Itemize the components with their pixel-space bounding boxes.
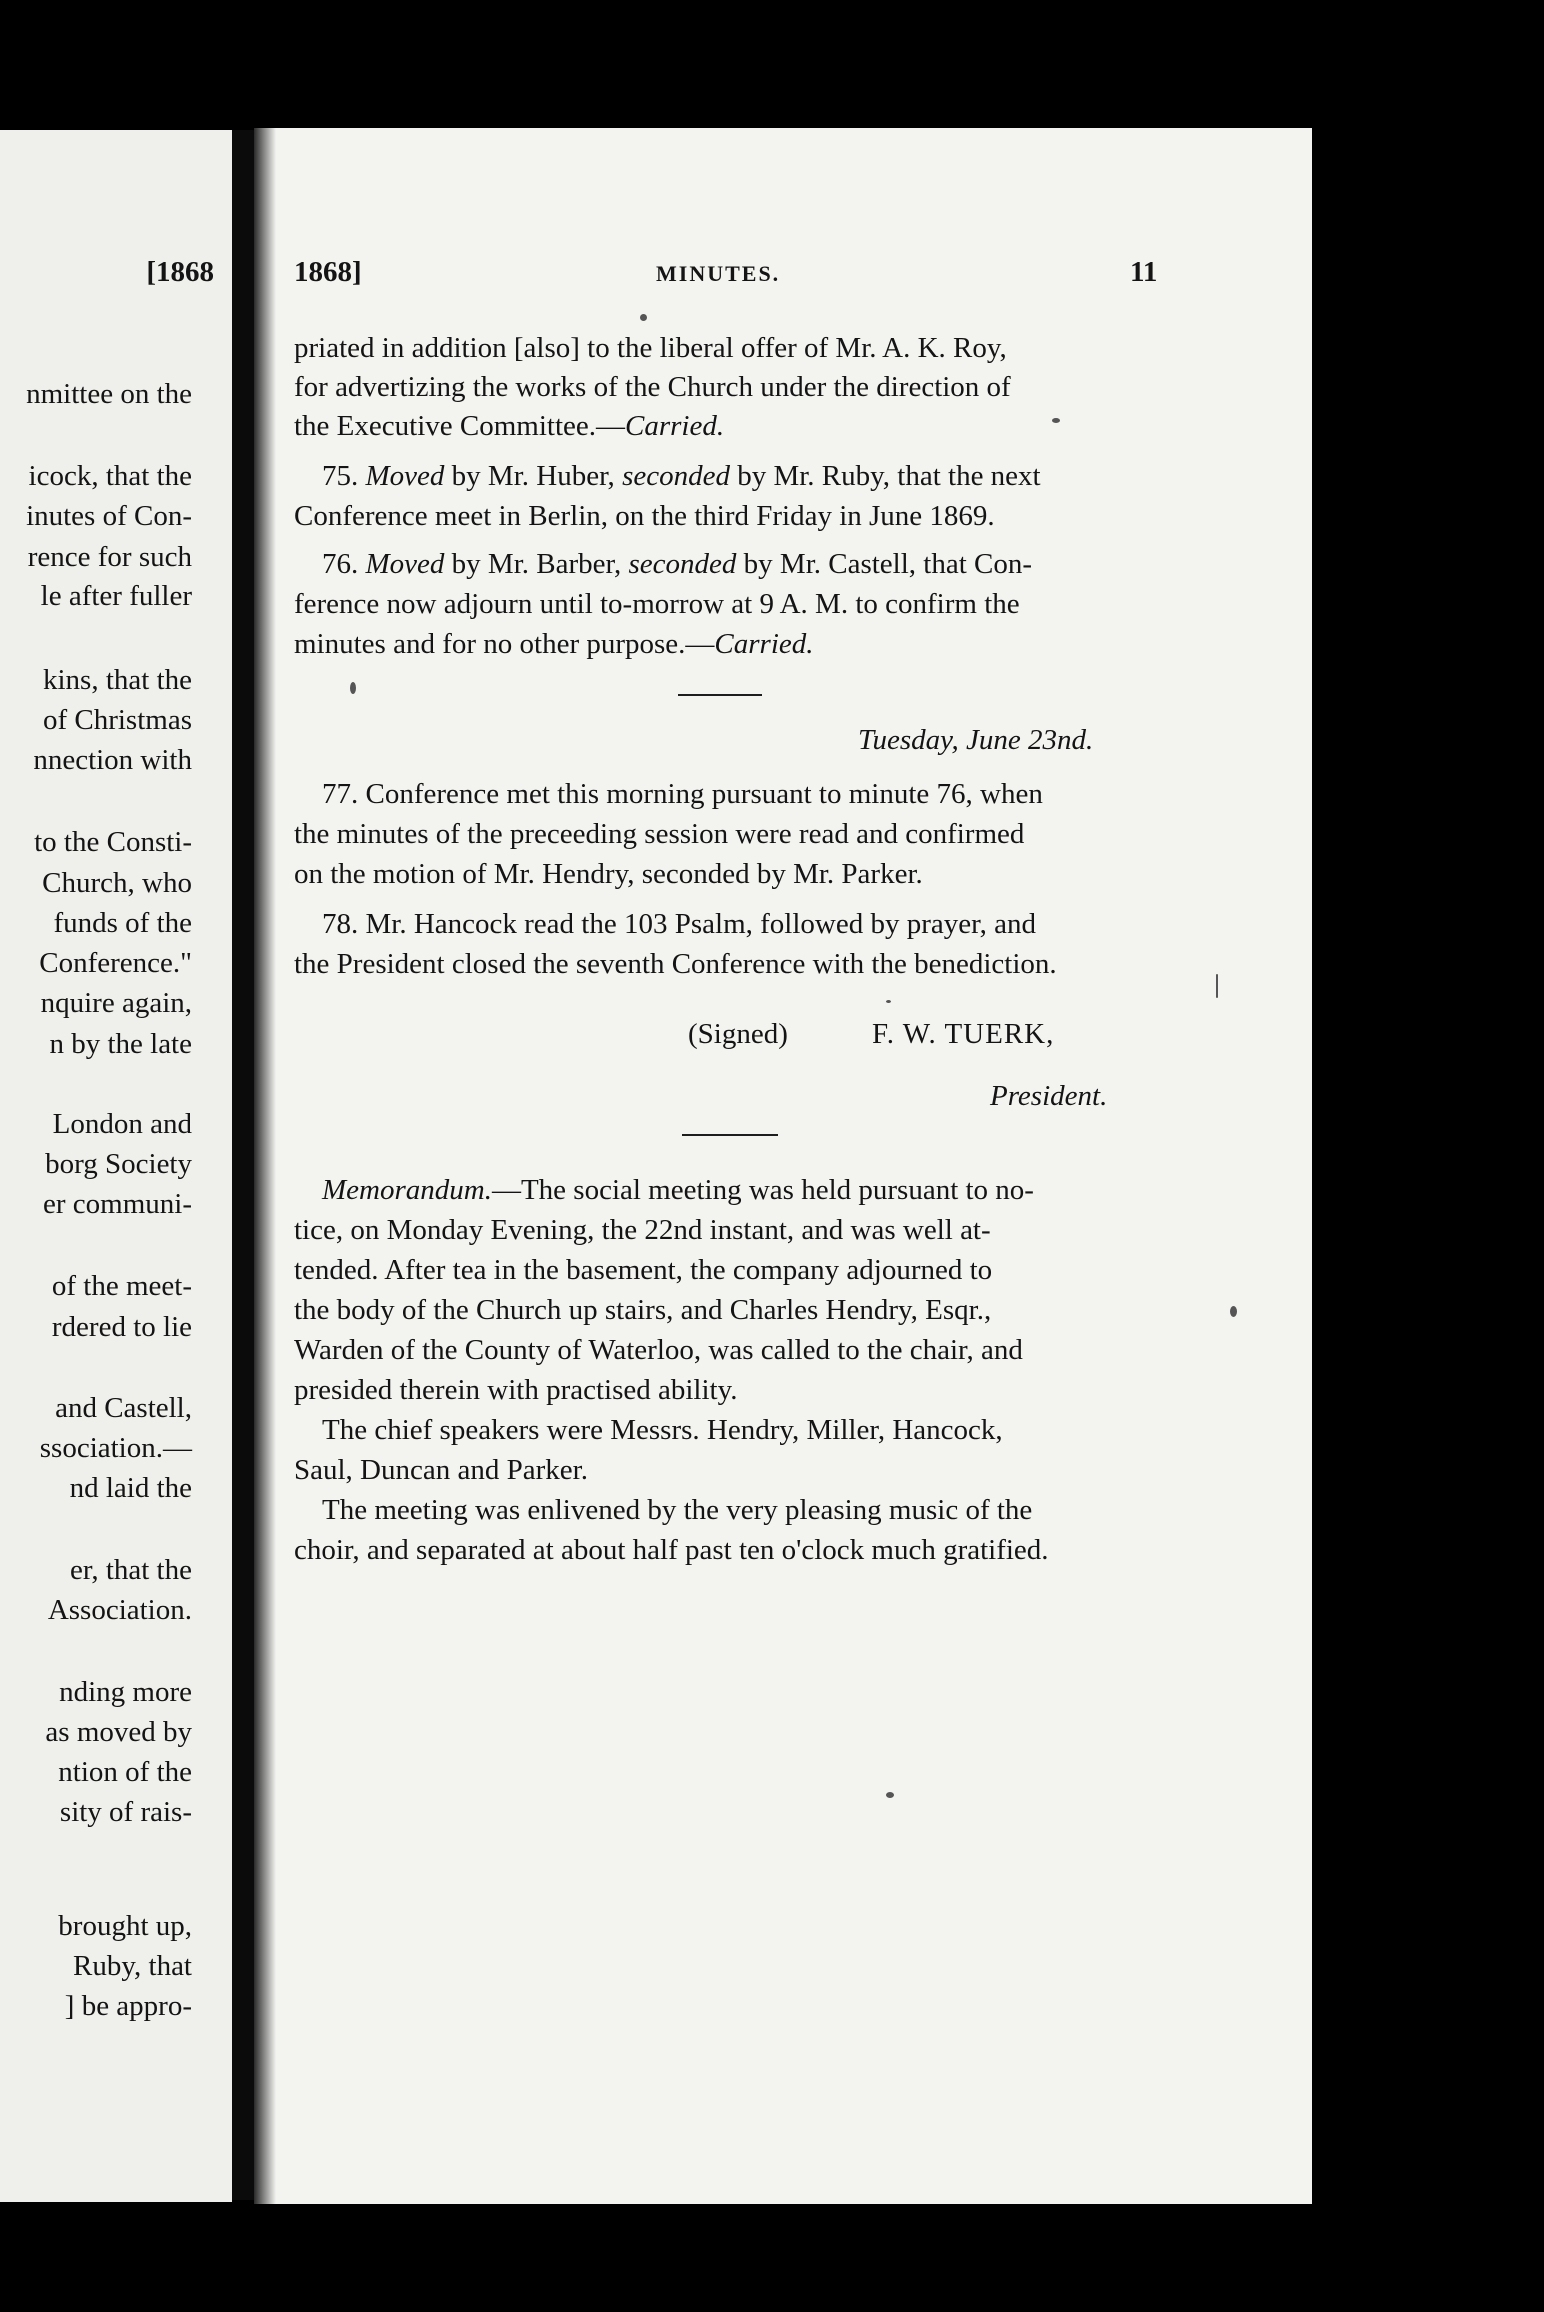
text-line [294,408,724,444]
scan-speck [350,682,356,694]
left-page-header: [1868 [146,256,214,288]
text-line: Warden of the County of Waterloo, was called to the chair, and [294,1334,1023,1366]
text-line [294,626,814,662]
left-line: nd laid the [69,1472,192,1504]
running-head-title: MINUTES. [656,261,781,286]
memorandum-first-line [322,1172,1034,1208]
left-line: Conference." [39,947,192,979]
left-line: ntion of the [58,1756,192,1788]
text-line: 78. Mr. Hancock read the 103 Psalm, followed by prayer, and [322,908,1036,940]
signatory-title: President. [990,1080,1108,1112]
left-line: Association. [47,1594,192,1626]
left-line: ssociation.— [39,1432,192,1464]
running-head-year: 1868] [294,256,362,288]
text-span: minutes and for no other purpose.— [294,628,715,660]
scan-speck [886,1000,891,1003]
left-line: nquire again, [40,987,192,1019]
left-line: rdered to lie [51,1311,192,1343]
page-number: 11 [1130,256,1158,288]
text-line: The meeting was enlivened by the very pleasing music of the [322,1494,1033,1526]
left-line: London and [52,1108,192,1140]
text-span: by Mr. Castell, that Con- [743,548,1033,580]
left-line: rence for such [27,541,192,573]
text-span: by Mr. Barber, [451,548,622,580]
text-line: for advertizing the works of the Church under the direction of [294,371,1011,403]
text-line: The chief speakers were Messrs. Hendry, Miller, Hancock, [322,1414,1003,1446]
text-line: Saul, Duncan and Parker. [294,1454,588,1486]
item-number: 76. [322,548,359,580]
scan-speck [1216,974,1218,998]
left-line: nnection with [33,744,192,776]
signatory-name: F. W. TUERK, [872,1018,1055,1050]
left-line: and Castell, [55,1392,192,1424]
left-line: icock, that the [28,460,192,492]
text-line: tice, on Monday Evening, the 22nd instant, and was well at- [294,1214,991,1246]
session-date: Tuesday, June 23nd. [858,724,1094,756]
left-line: funds of the [53,907,192,939]
signed-label: (Signed) [688,1018,788,1050]
text-line: the minutes of the preceeding session were read and confirmed [294,818,1025,850]
left-line: le after fuller [40,580,192,612]
text-line: priated in addition [also] to the liberal offer of Mr. A. K. Roy, [294,332,1007,364]
text-span: —The social meeting was held pursuant to no- [491,1174,1034,1206]
carried-italic: Carried. [714,628,814,660]
section-rule [678,694,762,696]
text-span: by Mr. Huber, [451,460,615,492]
left-line: as moved by [45,1716,192,1748]
page-binding-shadow [254,128,276,2204]
left-line: of Christmas [42,704,192,736]
left-line: Church, who [42,867,192,899]
scan-speck [1230,1306,1237,1317]
seconded-italic: seconded [622,460,730,492]
left-line: ] be appro- [64,1990,192,2022]
scan-speck [640,314,647,321]
left-line: er communi- [43,1188,192,1220]
item-number: 75. [322,460,359,492]
text-line: the President closed the seventh Conference with the benediction. [294,948,1057,980]
left-line: Ruby, that [73,1950,192,1982]
text-line: 77. Conference met this morning pursuant to minute 76, when [322,778,1043,810]
moved-italic: Moved [365,460,445,492]
paragraph-75-line [322,458,1041,494]
text-line: on the motion of Mr. Hendry, seconded by Mr. Parker. [294,858,923,890]
left-line: to the Consti- [34,826,192,858]
text-line: presided therein with practised ability. [294,1374,738,1406]
left-line: inutes of Con- [26,500,192,532]
left-line: kins, that the [42,664,192,696]
left-line: sity of rais- [59,1796,192,1828]
text-span: the Executive Committee.— [294,410,625,442]
main-page [254,128,1312,2204]
left-line: er, that the [69,1554,192,1586]
scan-speck [1052,418,1060,423]
moved-italic: Moved [365,548,445,580]
text-line: Conference meet in Berlin, on the third Friday in June 1869. [294,500,995,532]
text-line: the body of the Church up stairs, and Charles Hendry, Esqr., [294,1294,992,1326]
memorandum-label: Memorandum. [322,1174,492,1206]
text-line: ference now adjourn until to-morrow at 9 A. M. to confirm the [294,588,1020,620]
left-line: of the meet- [51,1270,192,1302]
text-line: tended. After tea in the basement, the company adjourned to [294,1254,993,1286]
paragraph-76-line [322,546,1032,582]
left-line: nmittee on the [26,378,192,410]
left-line: n by the late [49,1028,192,1060]
left-line: borg Society [45,1148,192,1180]
seconded-italic: seconded [628,548,737,580]
left-facing-page [0,130,232,2202]
scan-speck [886,1792,894,1798]
left-line: brought up, [58,1910,192,1942]
page-gutter [232,130,254,2200]
section-rule [682,1134,778,1136]
carried-italic: Carried. [625,410,725,442]
left-line: nding more [59,1676,192,1708]
text-span: by Mr. Ruby, that the next [737,460,1041,492]
text-line: choir, and separated at about half past ten o'clock much gratified. [294,1534,1049,1566]
